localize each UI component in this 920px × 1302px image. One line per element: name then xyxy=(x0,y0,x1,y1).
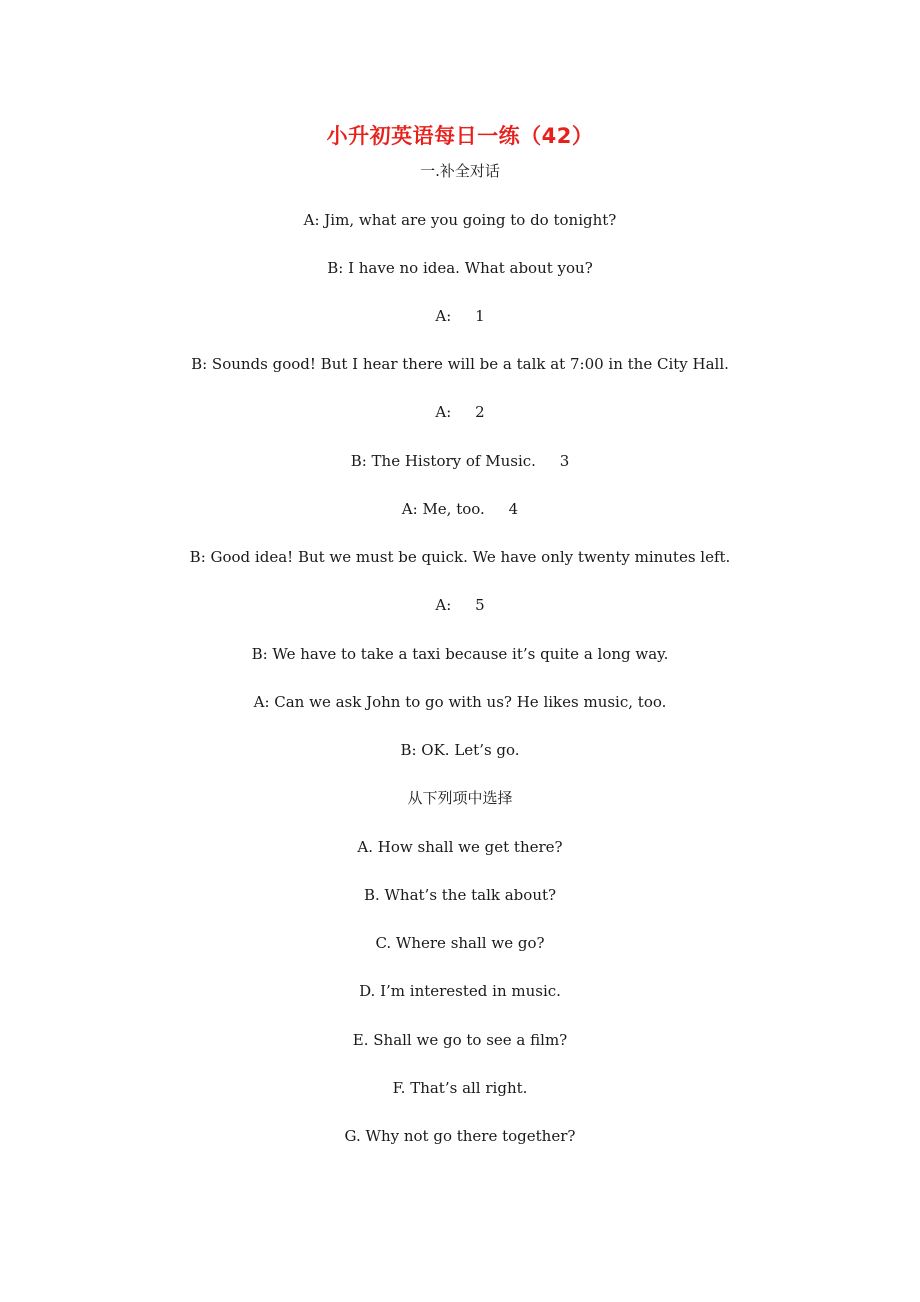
dialogue-line-7: A: Me, too. 4 xyxy=(401,500,519,518)
section-heading: 一.补全对话 xyxy=(420,162,500,180)
dialogue-line-5: A: 2 xyxy=(435,403,485,421)
dialogue-line-6: B: The History of Music. 3 xyxy=(350,452,570,470)
dialogue-line-8: B: Good idea! But we must be quick. We have only twenty minutes left. xyxy=(189,548,731,566)
dialogue-line-9: A: 5 xyxy=(435,596,485,614)
options-heading: 从下列项中选择 xyxy=(407,789,513,807)
dialogue-line-1: A: Jim, what are you going to do tonight? xyxy=(303,211,617,229)
option-e: E. Shall we go to see a film? xyxy=(352,1031,568,1049)
dialogue-line-12: B: OK. Let’s go. xyxy=(400,741,520,759)
option-d: D. I’m interested in music. xyxy=(359,982,561,1000)
dialogue-line-3: A: 1 xyxy=(435,307,485,325)
option-b: B. What’s the talk about? xyxy=(363,886,557,904)
option-a: A. How shall we get there? xyxy=(357,838,563,856)
option-f: F. That’s all right. xyxy=(392,1079,528,1097)
option-g: G. Why not go there together? xyxy=(344,1127,576,1145)
option-c: C. Where shall we go? xyxy=(375,934,545,952)
dialogue-line-2: B: I have no idea. What about you? xyxy=(327,259,593,277)
dialogue-line-10: B: We have to take a taxi because it’s quite a long way. xyxy=(251,645,669,663)
document-title: 小升初英语每日一练（42） xyxy=(326,124,594,148)
dialogue-line-4: B: Sounds good! But I hear there will be a talk at 7:00 in the City Hall. xyxy=(191,355,729,373)
dialogue-line-11: A: Can we ask John to go with us? He likes music, too. xyxy=(253,693,667,711)
